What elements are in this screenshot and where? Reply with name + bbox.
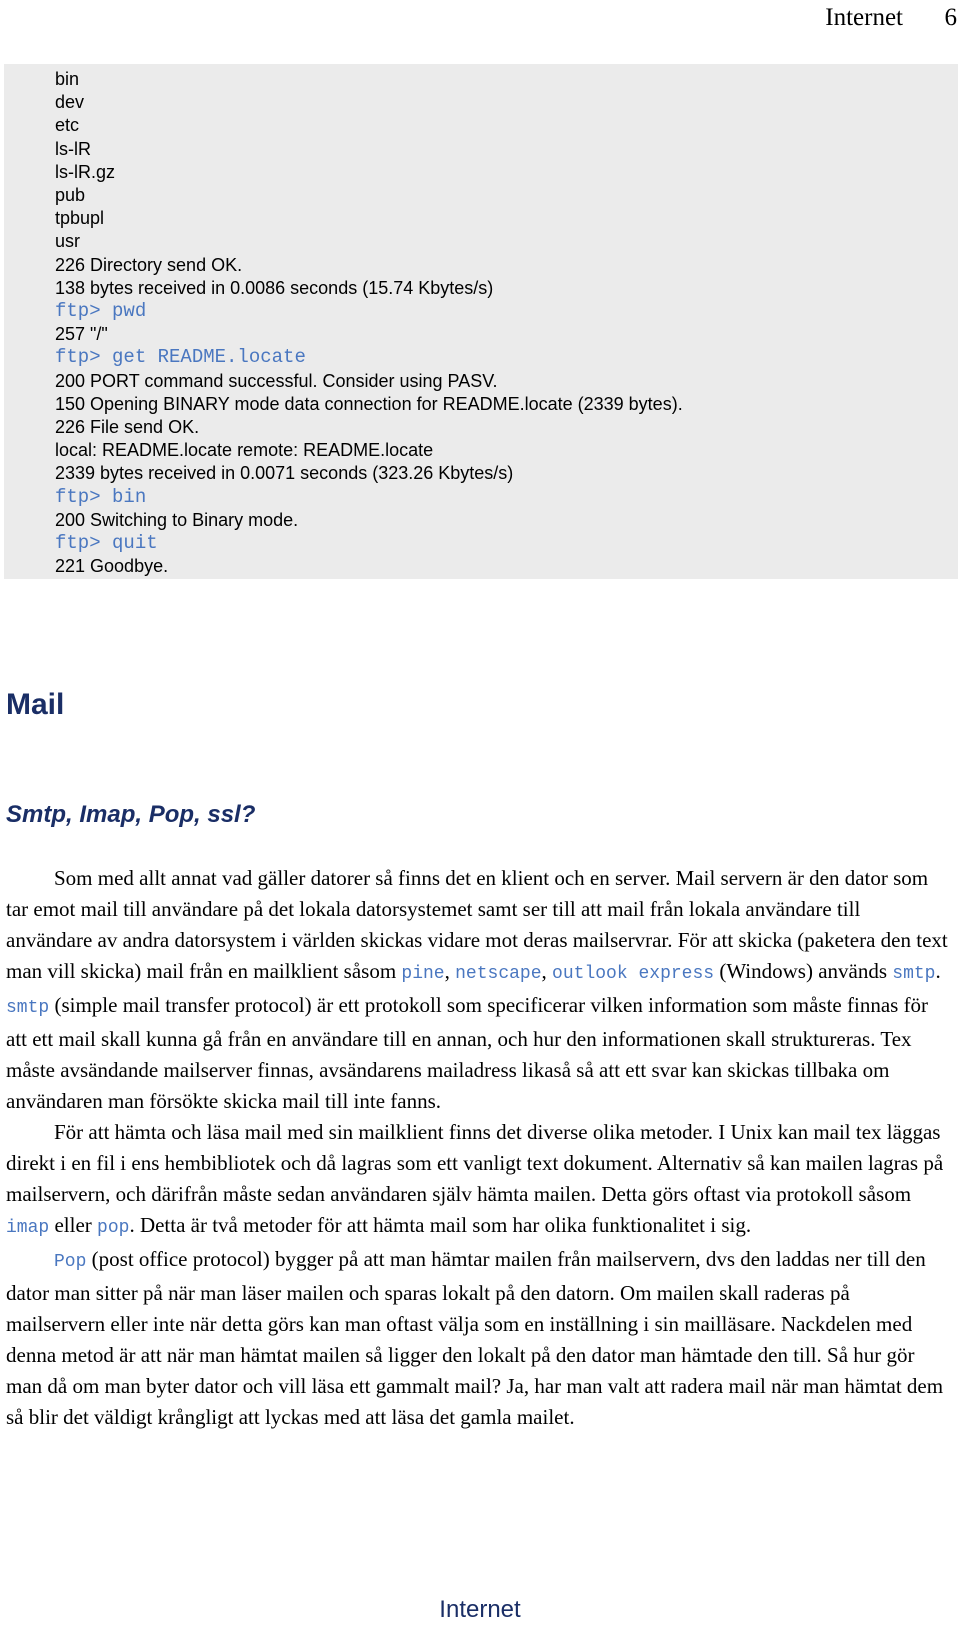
- ftp-output-line: 257 "/": [55, 324, 108, 345]
- inline-code: netscape: [455, 964, 542, 984]
- ftp-output-line: 200 PORT command successful. Consider using PASV.: [55, 370, 498, 391]
- text-run: För att hämta och läsa mail med sin mailklient finns det diverse olika metoder. I Unix kan mail tex läggas direkt i en fil i ens hembibliotek och då lagras som ett vanligt text dokument. Alternativ så kan mailen lagras på mailservern, och därifrån måste sedan användaren själv hämta mailen. Detta görs oftast via protokoll såsom: [6, 1120, 944, 1206]
- text-run: (post office protocol) bygger på att man hämtar mailen från mailservern, dvs den laddas ner till den dator man sitter på när man läser mailen och sparas lokalt på den datorn. Om mailen skall raderas på mailservern eller inte när detta görs kan man oftast välja som en inställning i sin mailläsare. Nackdelen med denna metod är att när man hämtat mailen så ligger den lokalt på den dator man hämtade den till. Så hur gör man då om man byter dator och vill läsa ett gammalt mail? Ja, har man valt att radera mail när man hämtat dem så blir det väldigt krångligt att lyckas med att läsa det gamla mailet.: [6, 1247, 944, 1429]
- ftp-output-line: tpbupl: [55, 208, 105, 229]
- page-footer: Internet: [439, 1596, 521, 1623]
- ftp-output-line: etc: [55, 115, 80, 136]
- ftp-session-code-block: [4, 64, 958, 579]
- ftp-output-line: 226 Directory send OK.: [55, 254, 243, 275]
- paragraph: [6, 1117, 950, 1244]
- text-run: (Windows) används: [714, 959, 893, 983]
- inline-code: smtp: [892, 964, 936, 984]
- text-run: . Detta är två metoder för att hämta mail som har olika funktionalitet i sig.: [129, 1213, 752, 1237]
- text-run: eller: [49, 1213, 98, 1237]
- ftp-output-line: 150 Opening BINARY mode data connection for README.locate (2339 bytes).: [55, 393, 683, 414]
- inline-code: imap: [6, 1218, 50, 1238]
- ftp-output-line: dev: [55, 92, 85, 113]
- text-run: ,: [444, 959, 456, 983]
- inline-code: Pop: [54, 1252, 87, 1272]
- section-heading-mail: Mail: [6, 688, 65, 721]
- inline-code: outlook express: [552, 964, 715, 984]
- ftp-output-line: 226 File send OK.: [55, 417, 200, 437]
- ftp-command-line: ftp> bin: [55, 485, 147, 508]
- inline-code: smtp: [6, 998, 50, 1018]
- ftp-output-line: 221 Goodbye.: [55, 556, 169, 577]
- ftp-output-line: bin: [55, 69, 80, 89]
- inline-code: pop: [97, 1218, 130, 1238]
- text-run: (simple mail transfer protocol) är ett protokoll som specificerar vilken information som måste finnas för att ett mail skall kunna gå från en användare till en annan, och hur den informationen skall struktureras. Tex måste avsändande mailserver finnas, avsändarens mailadress likaså så att ett svar kan skickas tillbaka om användaren man försökte skicka mail till inte fanns.: [6, 993, 929, 1113]
- text-run: ,: [541, 959, 553, 983]
- subsection-heading: Smtp, Imap, Pop, ssl?: [6, 801, 256, 828]
- text-run: .: [935, 959, 941, 983]
- ftp-output-line: 138 bytes received in 0.0086 seconds (15.74 Kbytes/s): [55, 277, 494, 298]
- paragraph: [6, 863, 950, 1117]
- running-header-title: Internet: [825, 4, 903, 31]
- ftp-output-line: ls-lR: [55, 138, 91, 159]
- ftp-command-line: ftp> pwd: [55, 300, 147, 322]
- running-header: [0, 2, 960, 36]
- ftp-output-line: local: README.locate remote: README.locate: [55, 440, 434, 461]
- ftp-output-line: usr: [55, 231, 81, 252]
- page-number: 6: [944, 4, 957, 31]
- ftp-output-line: 2339 bytes received in 0.0071 seconds (323.26 Kbytes/s): [55, 463, 514, 484]
- ftp-output-line: 200 Switching to Binary mode.: [55, 509, 299, 530]
- paragraph: [6, 1244, 950, 1433]
- ftp-output-line: ls-lR.gz: [55, 161, 116, 182]
- text-run: Som med allt annat vad gäller datorer så finns det en klient och en server. Mail servern är den dator som tar emot mail till användare på det lokala datorsystemet samt ser till att mail från lokala användare till användare av andra datorsystem i världen skickas vidare mot deras mailservrar. För att skicka (paketera den text man vill skicka) mail från en mailklient såsom: [6, 866, 948, 983]
- ftp-command-line: ftp> get README.locate: [55, 346, 306, 369]
- ftp-command-line: ftp> quit: [55, 532, 158, 554]
- inline-code: pine: [401, 964, 445, 984]
- ftp-output-line: pub: [55, 185, 86, 205]
- body-text: [6, 863, 950, 1433]
